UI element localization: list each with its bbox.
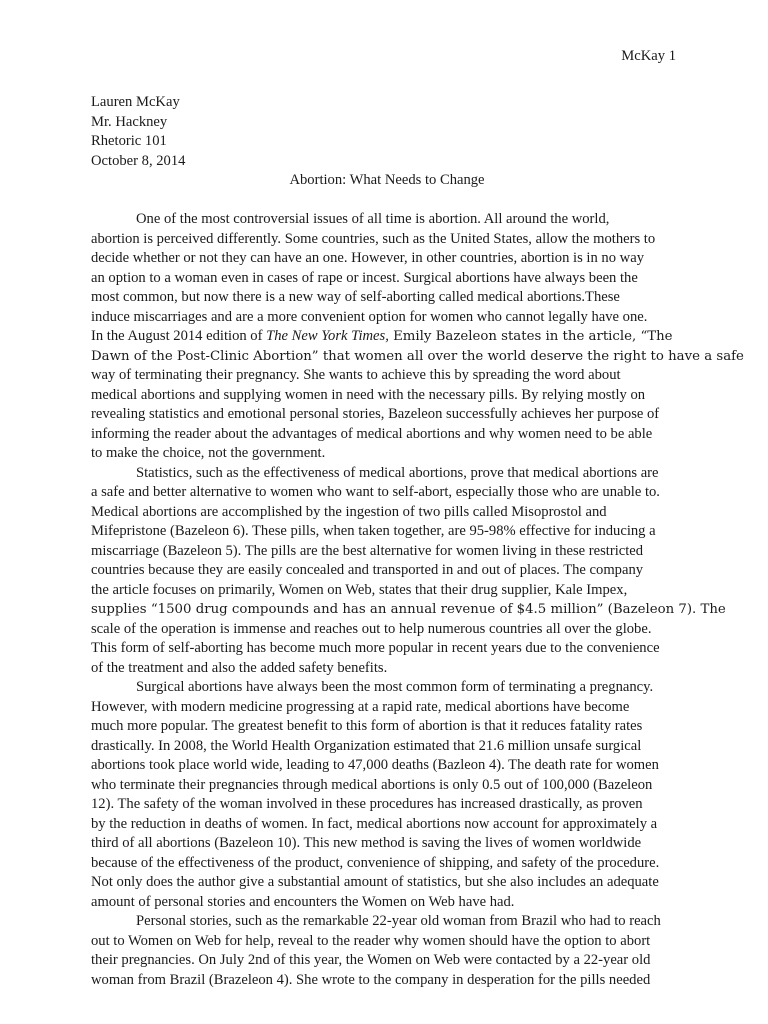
paragraph-line: out to Women on Web for help, reveal to the reader why women should have the option to abort — [91, 932, 651, 949]
paragraph-line: a safe and better alternative to women who want to self-abort, especially those who are unable to. — [91, 484, 660, 500]
paragraph-line: way of terminating their pregnancy. She wants to achieve this by spreading the word about — [91, 367, 621, 383]
paragraph-line: countries because they are easily concealed and transported in and out of places. The company — [91, 562, 644, 578]
running-head: McKay 1 — [621, 48, 676, 64]
line-text: In the August 2014 edition of — [91, 328, 267, 344]
paragraph-line: induce miscarriages and are a more convenient option for women who cannot legally have one. — [91, 308, 648, 325]
paragraph-line: scale of the operation is immense and reaches out to help numerous countries all over the globe. — [91, 620, 652, 637]
paragraph-line: Not only does the author give a substantial amount of statistics, but she also includes an adequate — [91, 874, 659, 890]
essay-date: October 8, 2014 — [91, 152, 186, 169]
paragraph-line: most common, but now there is a new way of self-aborting called medical abortions.These — [91, 289, 620, 305]
paragraph-line: Personal stories, such as the remarkable 22-year old woman from Brazil who had to reach — [136, 913, 661, 929]
paragraph-line: who terminate their pregnancies through medical abortions is only 0.5 out of 100,000 (Bazeleon — [91, 776, 653, 793]
paragraph-line: by the reduction in deaths of women. In fact, medical abortions now account for approximately a — [91, 815, 658, 832]
paragraph-line: miscarriage (Bazeleon 5). The pills are the best alternative for women living in these restricted — [91, 542, 644, 559]
paragraph-line: One of the most controversial issues of all time is abortion. All around the world, — [136, 211, 610, 227]
paragraph-line: because of the effectiveness of the product, convenience of shipping, and safety of the procedure. — [91, 854, 660, 871]
publication-title: The New York Times, — [266, 328, 389, 344]
paragraph-line: decide whether or not they can have an one. However, in other countries, abortion is in no way — [91, 250, 644, 266]
paragraph-line: the article focuses on primarily, Women on Web, states that their drug supplier, Kale Impex, — [91, 581, 628, 598]
paragraph-line: an option to a woman even in cases of rape or incest. Surgical abortions have always been the — [91, 269, 638, 286]
paragraph-line: supplies “1500 drug compounds and has an annual revenue of $4.5 million” (Bazeleon 7). The — [91, 602, 726, 617]
paragraph-line: third of all abortions (Bazeleon 10). This new method is saving the lives of women worldwide — [91, 835, 642, 851]
paragraph-line: to make the choice, not the government. — [91, 445, 326, 461]
paragraph-line: informing the reader about the advantages of medical abortions and why women need to be able — [91, 425, 653, 442]
paragraph-3 — [91, 678, 683, 912]
paragraph-line: revealing statistics and emotional personal stories, Bazeleon successfully achieves her purpose of — [91, 406, 660, 422]
paragraph-line: of the treatment and also the added safety benefits. — [91, 659, 388, 676]
paragraph-line: Statistics, such as the effectiveness of medical abortions, prove that medical abortions are — [136, 464, 659, 481]
paragraph-line: 12). The safety of the woman involved in these procedures has increased drastically, as proven — [91, 796, 643, 812]
author-name: Lauren McKay — [91, 94, 180, 110]
paragraph-line: This form of self-aborting has become much more popular in recent years due to the convenience — [91, 640, 660, 656]
instructor-name: Mr. Hackney — [91, 113, 168, 130]
paragraph-line: Mifepristone (Bazeleon 6). These pills, when taken together, are 95-98% effective for inducing a — [91, 523, 656, 539]
paragraph-line: their pregnancies. On July 2nd of this year, the Women on Web were contacted by a 22-year old — [91, 952, 651, 968]
paragraph-line: Dawn of the Post-Clinic Abortion” that women all over the world deserve the right to have a safe — [91, 348, 744, 364]
paragraph-line: However, with modern medicine progressing at a rapid rate, medical abortions have become — [91, 698, 630, 715]
paragraph-line: Surgical abortions have always been the most common form of terminating a pregnancy. — [136, 679, 654, 695]
paragraph-2 — [91, 464, 726, 679]
line-text: Emily Bazeleon states in the article, “The — [388, 329, 673, 344]
paragraph-line: woman from Brazil (Brazeleon 4). She wrote to the company in desperation for the pills needed — [91, 971, 651, 988]
paragraph-4 — [91, 912, 683, 990]
paragraph-line: abortions took place world wide, leading to 47,000 deaths (Bazleon 4). The death rate for women — [91, 757, 659, 773]
essay-title: Abortion: What Needs to Change — [289, 172, 485, 188]
paragraph-1 — [91, 210, 744, 464]
paragraph-line: drastically. In 2008, the World Health Organization estimated that 21.6 million unsafe surgical — [91, 737, 642, 754]
paragraph-line: abortion is perceived differently. Some countries, such as the United States, allow the mothers to — [91, 230, 656, 247]
paragraph-line: Medical abortions are accomplished by the ingestion of two pills called Misoprostol and — [91, 503, 607, 520]
paragraph-line — [91, 327, 683, 347]
essay-body — [91, 93, 744, 990]
paragraph-line: medical abortions and supplying women in need with the necessary pills. By relying mostly on — [91, 386, 646, 403]
paragraph-line: amount of personal stories and encounters the Women on Web have had. — [91, 893, 515, 910]
course-name: Rhetoric 101 — [91, 133, 167, 149]
paragraph-line: much more popular. The greatest benefit to this form of abortion is that it reduces fatality rates — [91, 718, 643, 734]
